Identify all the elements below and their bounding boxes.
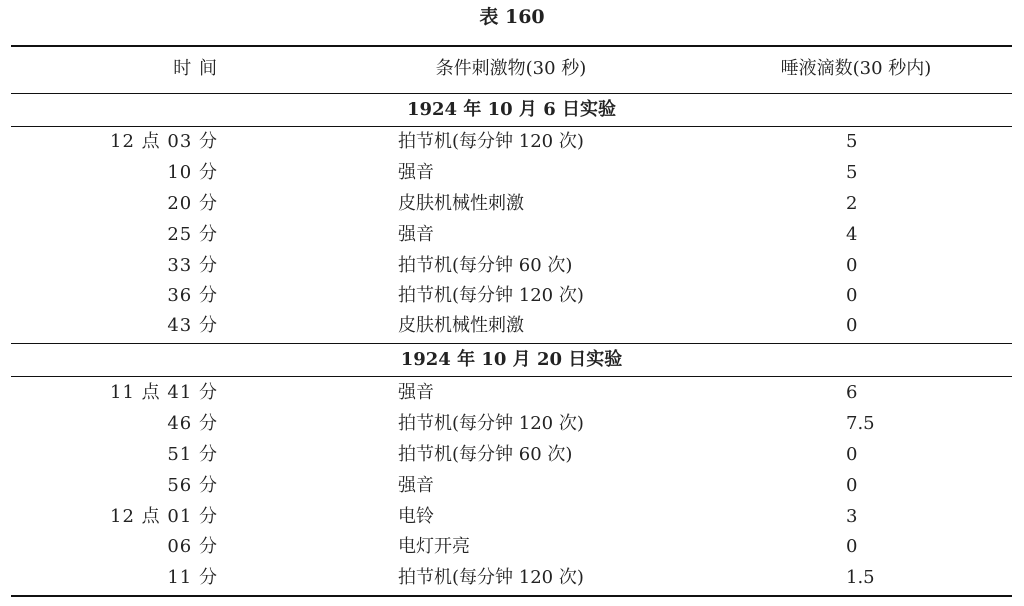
cell-drops: 0 [846, 285, 858, 306]
cell-time: 51 分 [167, 444, 218, 465]
cell-stimulus: 强音 [398, 162, 434, 183]
cell-stimulus: 拍节机(每分钟 60 次) [398, 444, 573, 465]
cell-time: 11 分 [167, 567, 218, 588]
table-row [11, 158, 1012, 188]
table-row [11, 220, 1012, 250]
cell-drops: 0 [846, 255, 858, 276]
top-rule [11, 45, 1012, 47]
header-rule [11, 93, 1012, 94]
cell-drops: 0 [846, 315, 858, 336]
cell-stimulus: 强音 [398, 382, 434, 403]
cell-stimulus: 强音 [398, 224, 434, 245]
cell-drops: 5 [846, 131, 858, 152]
cell-drops: 3 [846, 506, 858, 527]
cell-drops: 1.5 [846, 567, 875, 588]
table-row [11, 311, 1012, 341]
table-row [11, 378, 1012, 408]
header-stimulus: 条件刺激物(30 秒) [435, 58, 587, 79]
header-row [11, 54, 1012, 84]
cell-drops: 2 [846, 193, 858, 214]
cell-stimulus: 皮肤机械性刺激 [398, 193, 524, 214]
cell-time: 33 分 [167, 255, 218, 276]
cell-stimulus: 电灯开亮 [398, 536, 470, 557]
section-title-1: 1924 年 10 月 6 日实验 [406, 99, 616, 120]
cell-time: 12 点 01 分 [110, 506, 218, 527]
cell-drops: 0 [846, 475, 858, 496]
table-row [11, 563, 1012, 593]
header-drops: 唾液滴数(30 秒内) [780, 58, 932, 79]
table-row [11, 127, 1012, 157]
cell-time: 43 分 [167, 315, 218, 336]
cell-stimulus: 拍节机(每分钟 120 次) [398, 413, 584, 434]
cell-time: 25 分 [167, 224, 218, 245]
cell-time: 20 分 [167, 193, 218, 214]
cell-drops: 4 [846, 224, 858, 245]
table-row [11, 189, 1012, 219]
cell-time: 46 分 [167, 413, 218, 434]
cell-stimulus: 电铃 [398, 506, 434, 527]
table-row [11, 440, 1012, 470]
section-title-2: 1924 年 10 月 20 日实验 [400, 349, 623, 370]
cell-drops: 5 [846, 162, 858, 183]
bottom-rule [11, 595, 1012, 597]
cell-stimulus: 拍节机(每分钟 120 次) [398, 285, 584, 306]
cell-time: 12 点 03 分 [110, 131, 218, 152]
cell-drops: 6 [846, 382, 858, 403]
table-caption: 表 160 [479, 6, 545, 28]
table-row [11, 281, 1012, 311]
cell-stimulus: 强音 [398, 475, 434, 496]
table-row [11, 409, 1012, 439]
cell-time: 36 分 [167, 285, 218, 306]
table-row [11, 502, 1012, 532]
table-row [11, 471, 1012, 501]
cell-time: 06 分 [167, 536, 218, 557]
section-rule-2 [11, 376, 1012, 377]
cell-stimulus: 拍节机(每分钟 120 次) [398, 131, 584, 152]
cell-time: 11 点 41 分 [110, 382, 218, 403]
table-row [11, 251, 1012, 281]
cell-drops: 0 [846, 444, 858, 465]
cell-stimulus: 拍节机(每分钟 120 次) [398, 567, 584, 588]
cell-drops: 7.5 [846, 413, 875, 434]
header-time: 时 间 [173, 58, 218, 79]
cell-stimulus: 拍节机(每分钟 60 次) [398, 255, 573, 276]
cell-drops: 0 [846, 536, 858, 557]
table-row [11, 532, 1012, 562]
cell-time: 56 分 [167, 475, 218, 496]
cell-stimulus: 皮肤机械性刺激 [398, 315, 524, 336]
section-divider-rule [11, 343, 1012, 344]
cell-time: 10 分 [167, 162, 218, 183]
